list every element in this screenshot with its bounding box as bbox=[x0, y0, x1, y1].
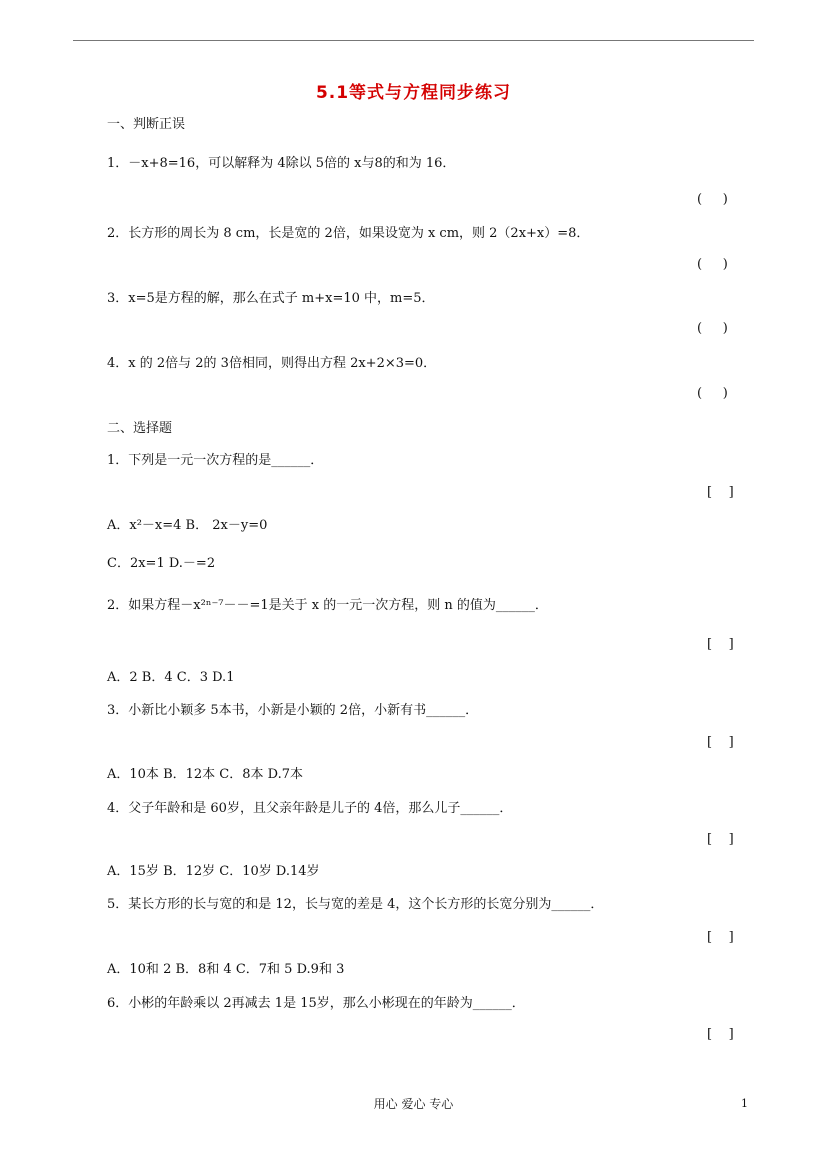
page-title: 5.1等式与方程同步练习 bbox=[315, 83, 512, 103]
choice-question-4: 4．父子年龄和是 60岁，且父亲年龄是儿子的 4倍，那么儿子______． bbox=[107, 801, 513, 816]
choice-question-3: 3．小新比小颖多 5本书，小新是小颖的 2倍，小新有书______． bbox=[107, 703, 479, 718]
answer-bracket: ( ) bbox=[697, 386, 728, 401]
judge-item-1: 1．－x+8=16，可以解释为 4除以 5倍的 x与8的和为 16． bbox=[107, 156, 456, 171]
answer-bracket: [ ] bbox=[707, 637, 734, 652]
judge-item-3: 3．x=5是方程的解，那么在式子 m+x=10 中，m=5． bbox=[107, 291, 435, 306]
answer-bracket: ( ) bbox=[697, 321, 728, 336]
section-heading-judge: 一、判断正误 bbox=[107, 117, 186, 132]
header-rule bbox=[73, 40, 754, 41]
choice-options: C．2x=1 D.－=2 bbox=[107, 556, 216, 571]
answer-bracket: ( ) bbox=[697, 192, 728, 207]
answer-bracket: ( ) bbox=[697, 257, 728, 272]
choice-question-1: 1．下列是一元一次方程的是______． bbox=[107, 453, 324, 468]
section-heading-choice: 二、选择题 bbox=[107, 421, 173, 436]
choice-options: A．2 B．4 C．3 D.1 bbox=[107, 670, 235, 685]
choice-question-2: 2．如果方程－x²ⁿ⁻⁷－－=1是关于 x 的一元一次方程，则 n 的值为______． bbox=[107, 598, 548, 613]
answer-bracket: [ ] bbox=[707, 832, 734, 847]
answer-bracket: [ ] bbox=[707, 1027, 734, 1042]
choice-options: A．10本 B．12本 C．8本 D.7本 bbox=[107, 767, 304, 782]
choice-options: A．15岁 B．12岁 C．10岁 D.14岁 bbox=[107, 864, 320, 879]
page-number: 1 bbox=[741, 1097, 748, 1110]
choice-options: A．x²－x=4 B． 2x－y=0 bbox=[107, 518, 268, 533]
choice-options: A．10和 2 B．8和 4 C．7和 5 D.9和 3 bbox=[107, 962, 345, 977]
judge-item-4: 4．x 的 2倍与 2的 3倍相同，则得出方程 2x+2×3=0． bbox=[107, 356, 437, 371]
page-footer: 用心 爱心 专心 bbox=[373, 1097, 454, 1111]
answer-bracket: [ ] bbox=[707, 485, 734, 500]
judge-item-2: 2．长方形的周长为 8 cm，长是宽的 2倍，如果设宽为 x cm，则 2（2x+x）=8． bbox=[107, 226, 590, 241]
choice-question-5: 5．某长方形的长与宽的和是 12，长与宽的差是 4，这个长方形的长宽分别为______． bbox=[107, 897, 604, 912]
answer-bracket: [ ] bbox=[707, 735, 734, 750]
answer-bracket: [ ] bbox=[707, 930, 734, 945]
choice-question-6: 6．小彬的年龄乘以 2再减去 1是 15岁，那么小彬现在的年龄为______． bbox=[107, 996, 525, 1011]
